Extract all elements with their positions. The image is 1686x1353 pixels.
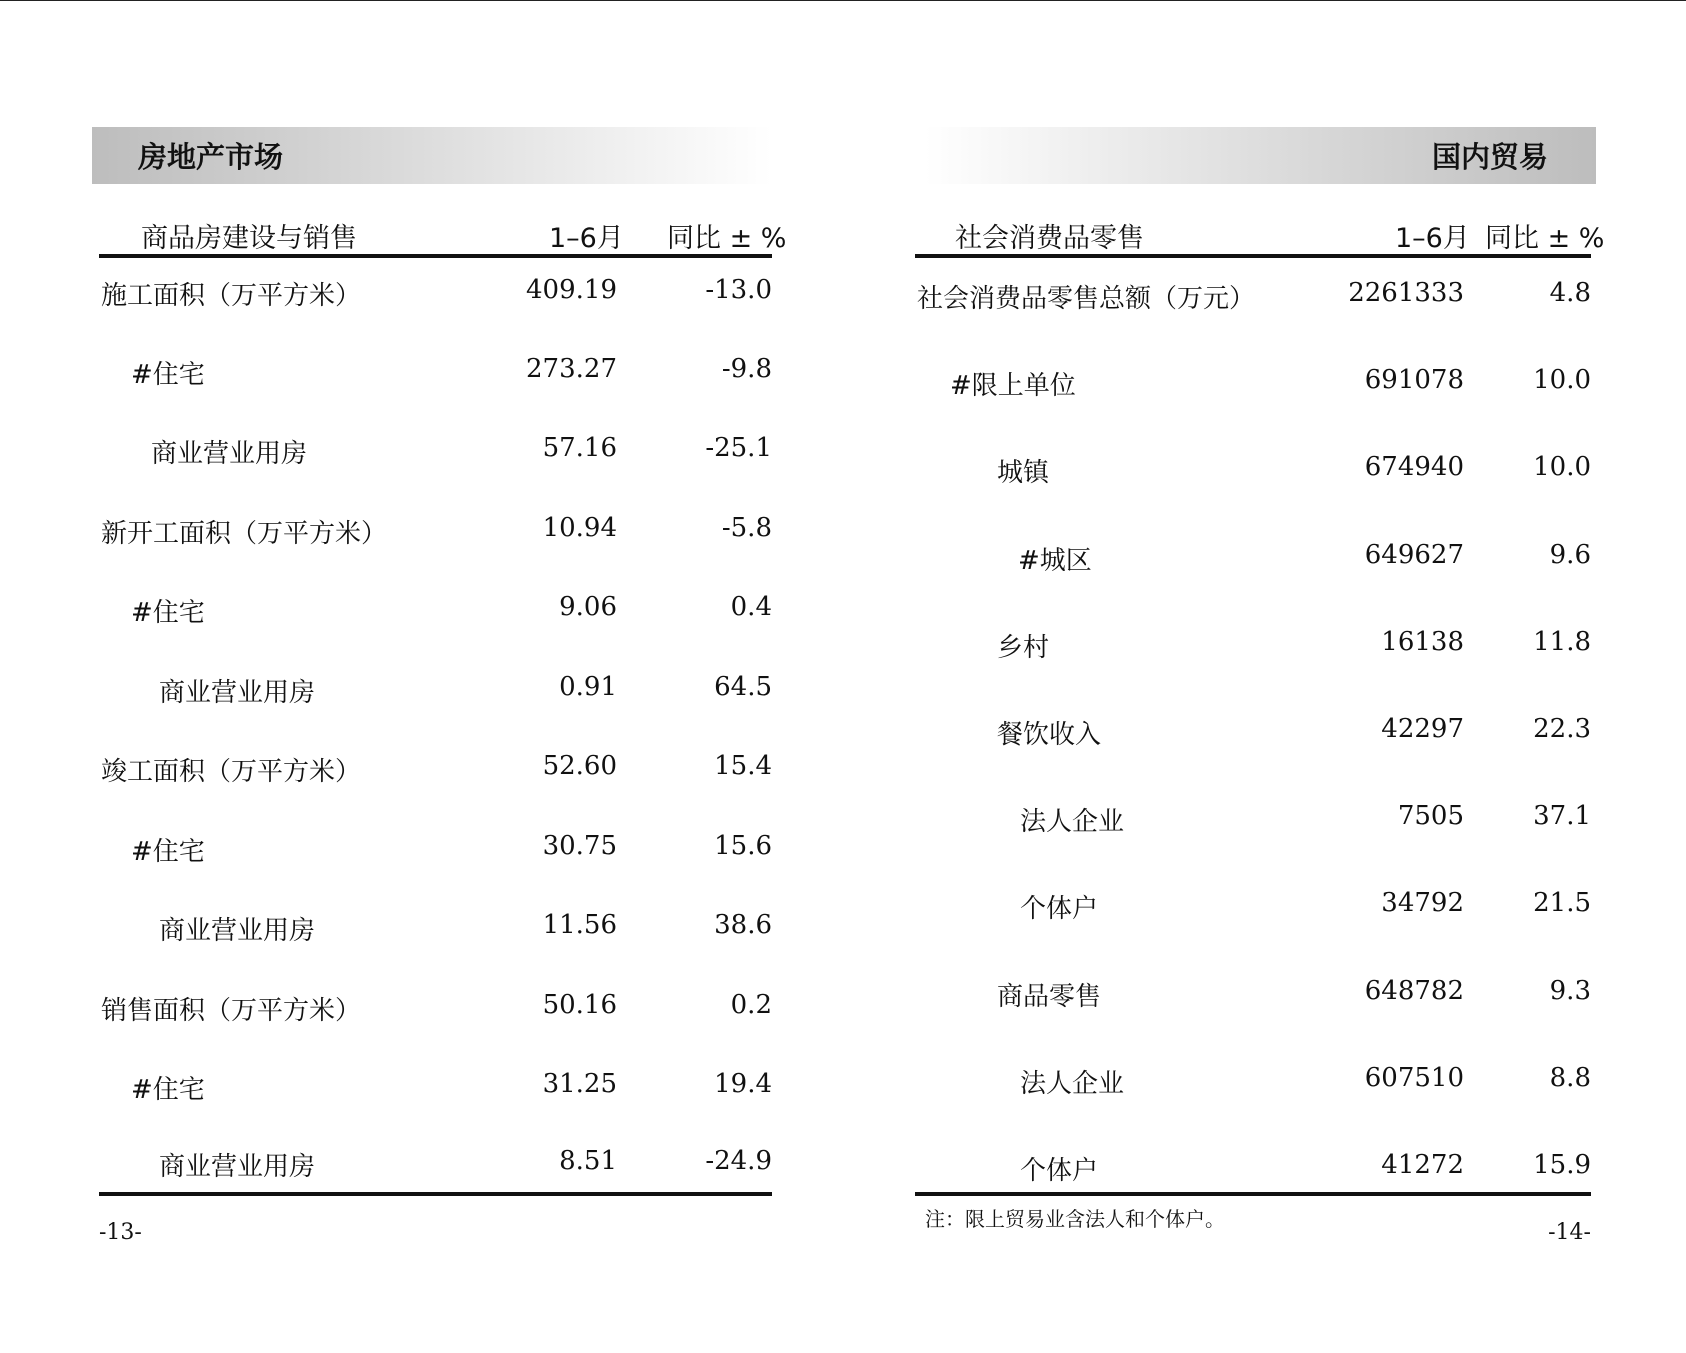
row-label: 商业营业用房 (151, 439, 308, 469)
page-number: -14- (1548, 1220, 1591, 1245)
row-value: 649627 (1364, 540, 1464, 570)
row-label: #住宅 (131, 360, 205, 390)
table-row (915, 1063, 1591, 1103)
table-row (915, 714, 1591, 754)
row-yoy: -24.9 (705, 1146, 772, 1176)
row-yoy: 15.4 (714, 751, 772, 781)
row-value: 10.94 (542, 513, 617, 543)
row-label: #限上单位 (950, 371, 1076, 401)
row-yoy: 11.8 (1533, 627, 1591, 657)
table-row (915, 888, 1591, 928)
table-row (99, 433, 772, 473)
table-row (99, 831, 772, 871)
table-row (99, 1069, 772, 1109)
row-label: 商业营业用房 (159, 916, 316, 946)
row-label: 个体户 (1020, 894, 1099, 924)
column-header-period: 1–6月 (549, 223, 624, 254)
column-header-period: 1–6月 (1395, 223, 1470, 254)
row-yoy: 15.9 (1533, 1150, 1591, 1180)
row-yoy: 19.4 (714, 1069, 772, 1099)
row-value: 607510 (1364, 1063, 1464, 1093)
row-label: 新开工面积（万平方米） (101, 519, 388, 549)
table-body (99, 258, 772, 1196)
row-yoy: -25.1 (705, 433, 772, 463)
section-banner-domestic-trade: 国内贸易 (925, 127, 1596, 184)
table-row (99, 513, 772, 553)
table-header (915, 212, 1605, 258)
row-yoy: 10.0 (1533, 365, 1591, 395)
section-banner-real-estate: 房地产市场 (92, 127, 772, 184)
row-label: 商品零售 (997, 982, 1102, 1012)
row-label: 商业营业用房 (159, 678, 316, 708)
row-label: 社会消费品零售总额（万元） (917, 284, 1256, 314)
table-row (915, 976, 1591, 1016)
table-row (915, 452, 1591, 492)
row-value: 30.75 (542, 831, 617, 861)
table-row (99, 1146, 772, 1186)
page-number: -13- (99, 1220, 142, 1245)
table-row (915, 540, 1591, 580)
row-value: 9.06 (559, 592, 617, 622)
column-header-yoy: 同比 ± % (1485, 223, 1605, 254)
row-value: 691078 (1364, 365, 1464, 395)
row-value: 52.60 (542, 751, 617, 781)
row-yoy: 0.4 (730, 592, 772, 622)
row-yoy: 0.2 (730, 990, 772, 1020)
row-yoy: 21.5 (1533, 888, 1591, 918)
table-row (99, 275, 772, 315)
row-yoy: 10.0 (1533, 452, 1591, 482)
row-value: 7505 (1397, 801, 1464, 831)
row-label: 乡村 (997, 633, 1050, 663)
table-row (99, 751, 772, 791)
table-row (99, 592, 772, 632)
row-yoy: 8.8 (1549, 1063, 1591, 1093)
row-yoy: 15.6 (714, 831, 772, 861)
row-label: #住宅 (131, 837, 205, 867)
table-row (915, 627, 1591, 667)
row-yoy: -9.8 (721, 354, 772, 384)
row-value: 57.16 (542, 433, 617, 463)
row-yoy: 64.5 (714, 672, 772, 702)
row-value: 674940 (1364, 452, 1464, 482)
row-value: 8.51 (559, 1146, 617, 1176)
row-label: 餐饮收入 (997, 720, 1102, 750)
table-body (915, 258, 1591, 1196)
row-yoy: 9.3 (1549, 976, 1591, 1006)
table-row (915, 365, 1591, 405)
row-yoy: 4.8 (1549, 278, 1591, 308)
table-footnote: 注：限上贸易业含法人和个体户。 (925, 1207, 1225, 1231)
row-label: 个体户 (1020, 1156, 1099, 1186)
table-row (99, 990, 772, 1030)
page-right (843, 0, 1686, 1353)
table-row (915, 1150, 1591, 1190)
row-label: 商业营业用房 (159, 1152, 316, 1182)
row-yoy: -13.0 (705, 275, 772, 305)
row-value: 31.25 (542, 1069, 617, 1099)
table-row (99, 910, 772, 950)
row-label: 竣工面积（万平方米） (101, 757, 362, 787)
row-value: 16138 (1381, 627, 1464, 657)
row-value: 273.27 (526, 354, 617, 384)
table-header (99, 212, 787, 258)
column-header-yoy: 同比 ± % (667, 223, 787, 254)
row-label: 法人企业 (1020, 1069, 1125, 1099)
row-value: 41272 (1381, 1150, 1464, 1180)
table-row (915, 801, 1591, 841)
table-row (99, 354, 772, 394)
row-yoy: 38.6 (714, 910, 772, 940)
row-label: #住宅 (131, 1075, 205, 1105)
row-yoy: -5.8 (721, 513, 772, 543)
table-row (915, 278, 1591, 318)
row-value: 409.19 (526, 275, 617, 305)
row-value: 11.56 (542, 910, 617, 940)
row-value: 648782 (1364, 976, 1464, 1006)
row-label: 施工面积（万平方米） (101, 281, 362, 311)
row-yoy: 9.6 (1549, 540, 1591, 570)
row-value: 0.91 (559, 672, 617, 702)
row-value: 50.16 (542, 990, 617, 1020)
row-value: 2261333 (1348, 278, 1464, 308)
table-row (99, 672, 772, 712)
row-label: #住宅 (131, 598, 205, 628)
row-label: #城区 (1018, 546, 1092, 576)
row-label: 城镇 (997, 458, 1050, 488)
table-title: 社会消费品零售 (955, 223, 1144, 254)
row-yoy: 22.3 (1533, 714, 1591, 744)
row-label: 法人企业 (1020, 807, 1125, 837)
table-title: 商品房建设与销售 (141, 223, 357, 254)
row-label: 销售面积（万平方米） (101, 996, 362, 1026)
row-yoy: 37.1 (1533, 801, 1591, 831)
row-value: 34792 (1381, 888, 1464, 918)
row-value: 42297 (1381, 714, 1464, 744)
